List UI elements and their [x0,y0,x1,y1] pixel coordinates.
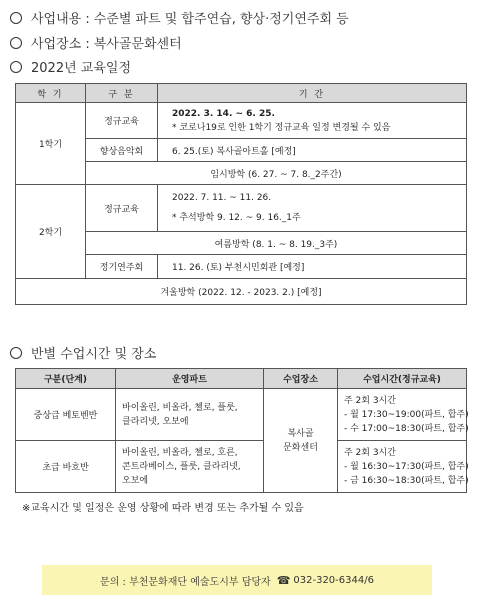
bullet-classes-title [10,343,156,362]
place-text: 복사골문화센터 [93,37,182,52]
parts-line: 클라리넷, 오보에 [122,416,189,427]
classes-title: 반별 수업시간 및 장소 [31,347,157,362]
header-category: 구 분 [86,84,158,103]
sem1-regular-period [158,103,467,139]
sem1-break: 임시방학 (6. 27. ~ 7. 8._2주간) [86,162,467,185]
class-level-bach: 초급 바흐반 [16,441,116,493]
parts-line: 오보에 [122,475,149,486]
schedule-note: ※교육시간 및 일정은 운영 상황에 따라 변경 또는 추가될 수 있음 [22,503,304,514]
sem2-regular-label: 정규교육 [86,185,158,232]
contact-label: 문의 : 부천문화재단 예술도시부 담당자 [100,576,271,588]
location-line: 문화센터 [283,442,318,453]
class-time-beethoven [338,389,467,441]
time-line: - 금 16:30~18:30(파트, 합주) [344,475,469,486]
header-parts: 운영파트 [116,369,264,389]
winter-break: 겨울방학 (2022. 12. - 2023. 2.) [예정] [16,279,467,305]
location-line: 복사골 [287,428,314,439]
circle-bullet-icon [10,37,22,49]
bullet-schedule-title [10,57,131,76]
sem2-regular-period [158,185,467,232]
class-time-bach [338,441,467,493]
header-location: 수업장소 [264,369,338,389]
bullet-place [10,33,182,52]
schedule-table [15,83,467,305]
header-level: 구분(단계) [16,369,116,389]
parts-line: 바이올린, 비올라, 첼로, 호른, [122,447,238,458]
parts-line: 콘트라베이스, 플룻, 클라리넷, [122,461,241,472]
circle-bullet-icon [10,12,22,24]
schedule-title: 2022년 교육일정 [31,61,132,76]
contact-box [42,565,432,595]
header-semester: 학 기 [16,84,86,103]
semester-2: 2학기 [16,185,86,279]
content-text: 수준별 파트 및 합주연습, 향상·정기연주회 등 [93,12,349,27]
class-parts-bach [116,441,264,493]
class-parts-beethoven [116,389,264,441]
parts-line: 바이올린, 비올라, 첼로, 플룻, [122,402,238,413]
sem2-concert-text: 11. 26. (토) 부천시민회관 [예정] [158,255,467,279]
sem1-regular-note: * 코로나19로 인한 1학기 정규교육 일정 변경될 수 있음 [172,122,391,133]
contact-phone: 032-320-6344/6 [293,574,374,586]
time-line: 주 2회 3시간 [344,447,396,458]
sem1-concert-text: 6. 25.(토) 복사골아트홀 [예정] [158,139,467,162]
phone-icon: ☎ [276,573,291,587]
circle-bullet-icon [10,61,22,73]
sem1-regular-dates: 2022. 3. 14. ~ 6. 25. [172,108,275,119]
circle-bullet-icon [10,347,22,359]
sem2-regular-note: * 추석방학 9. 12. ~ 9. 16._1주 [172,213,301,223]
classes-table [15,368,467,493]
time-line: - 월 16:30~17:30(파트, 합주) [344,461,469,472]
sem2-regular-dates: 2022. 7. 11. ~ 11. 26. [172,193,272,203]
header-period: 기 간 [158,84,467,103]
sem1-concert-label: 향상음악회 [86,139,158,162]
content-label: 사업내용 : [31,12,90,27]
class-location [264,389,338,493]
header-time: 수업시간(정규교육) [338,369,467,389]
bullet-content [10,8,349,27]
time-line: 주 2회 3시간 [344,395,396,406]
time-line: - 월 17:30~19:00(파트, 합주) [344,409,469,420]
semester-1: 1학기 [16,103,86,185]
sem1-regular-label: 정규교육 [86,103,158,139]
time-line: - 수 17:00~18:30(파트, 합주) [344,423,469,434]
place-label: 사업장소 : [31,37,90,52]
sem2-break: 여름방학 (8. 1. ~ 8. 19._3주) [86,232,467,255]
sem2-concert-label: 정기연주회 [86,255,158,279]
class-level-beethoven: 중상급 베토벤반 [16,389,116,441]
